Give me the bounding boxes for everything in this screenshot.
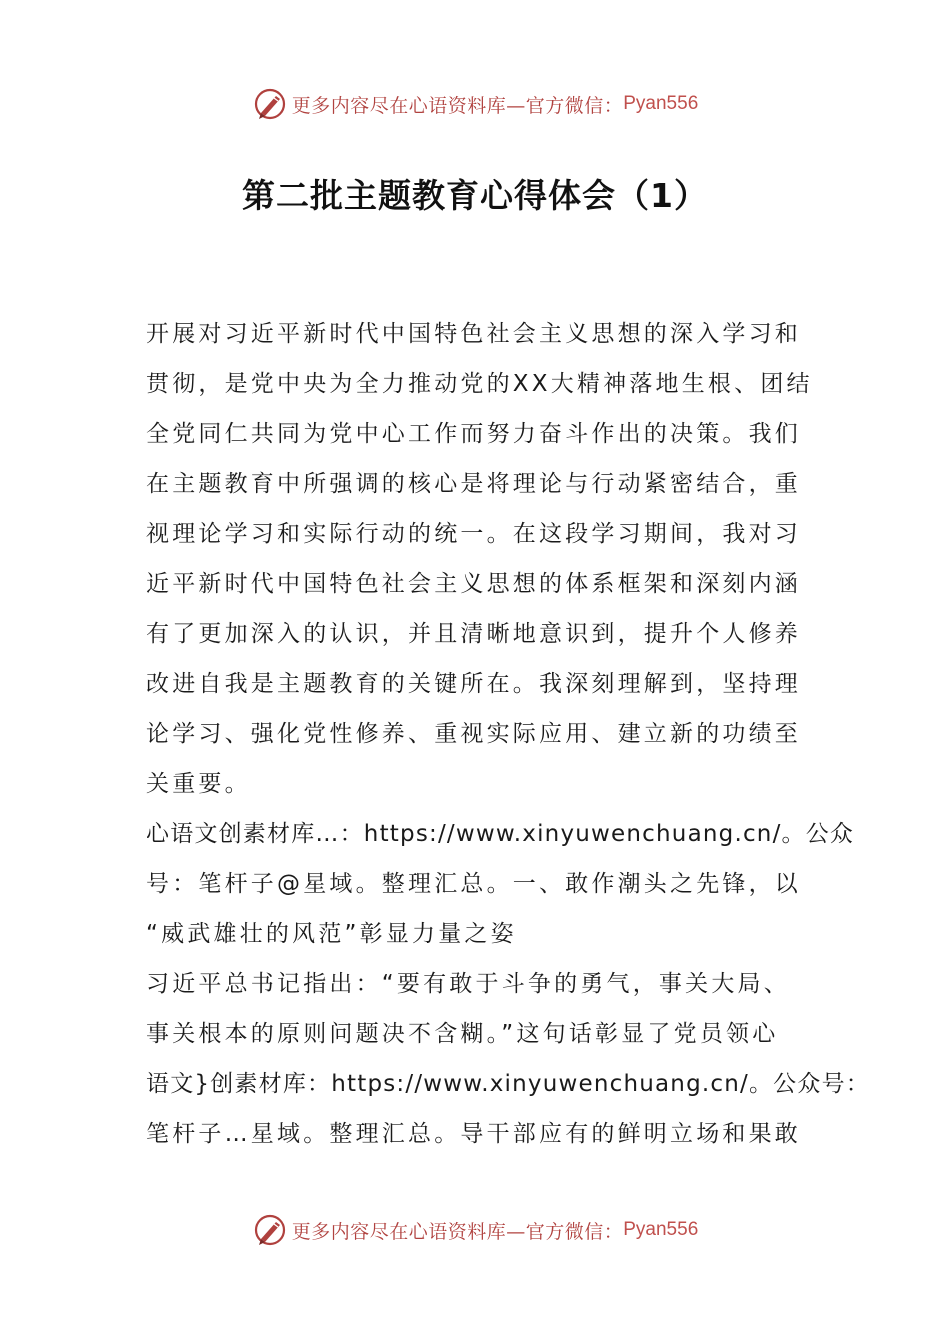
- body-line: 视理论学习和实际行动的统一。在这段学习期间，我对习: [146, 521, 801, 547]
- pen-logo-icon: [252, 1212, 288, 1248]
- body-line: “威武雄壮的风范”彰显力量之姿: [146, 921, 517, 947]
- document-body: [146, 309, 870, 1159]
- body-line: 关重要。: [146, 771, 251, 797]
- body-line: 事关根本的原则问题决不含糊。”这句话彰显了党员领心: [146, 1021, 779, 1047]
- pen-logo-icon: [252, 86, 288, 122]
- document-title: 第二批主题教育心得体会（1）: [242, 176, 708, 215]
- header-banner-text: 更多内容尽在心语资料库—官方微信：: [291, 94, 624, 117]
- footer-banner-id: Pyan556: [623, 1219, 699, 1240]
- body-line: 在主题教育中所强调的核心是将理论与行动紧密结合，重: [146, 471, 801, 497]
- body-line: 论学习、强化党性修养、重视实际应用、建立新的功绩至: [146, 721, 801, 747]
- body-line: 改进自我是主题教育的关键所在。我深刻理解到，坚持理: [146, 671, 801, 697]
- body-line: 近平新时代中国特色社会主义思想的体系框架和深刻内涵: [146, 571, 801, 597]
- body-line: 心语文创素材库…：https://www.xinyuwenchuang.cn/。公众: [146, 821, 855, 847]
- body-line: 有了更加深入的认识，并且清晰地意识到，提升个人修养: [146, 621, 801, 647]
- footer-banner: [0, 1210, 950, 1250]
- footer-banner-text: 更多内容尽在心语资料库—官方微信：: [291, 1220, 624, 1243]
- body-line: 全党同仁共同为党中心工作而努力奋斗作出的决策。我们: [146, 421, 801, 447]
- body-line: 开展对习近平新时代中国特色社会主义思想的深入学习和: [146, 321, 801, 347]
- body-line: 语文}创素材库：https://www.xinyuwenchuang.cn/。公众号：: [146, 1071, 870, 1097]
- header-banner-id: Pyan556: [623, 93, 699, 114]
- body-line: 习近平总书记指出：“要有敢于斗争的勇气，事关大局、: [146, 971, 790, 997]
- header-banner: [0, 84, 950, 124]
- body-line: 号：笔杆子@星域。整理汇总。一、敢作潮头之先锋，以: [146, 871, 801, 897]
- body-line: 笔杆子…星域。整理汇总。导干部应有的鲜明立场和果敢: [146, 1121, 801, 1147]
- body-line: 贯彻，是党中央为全力推动党的XX大精神落地生根、团结: [146, 371, 813, 397]
